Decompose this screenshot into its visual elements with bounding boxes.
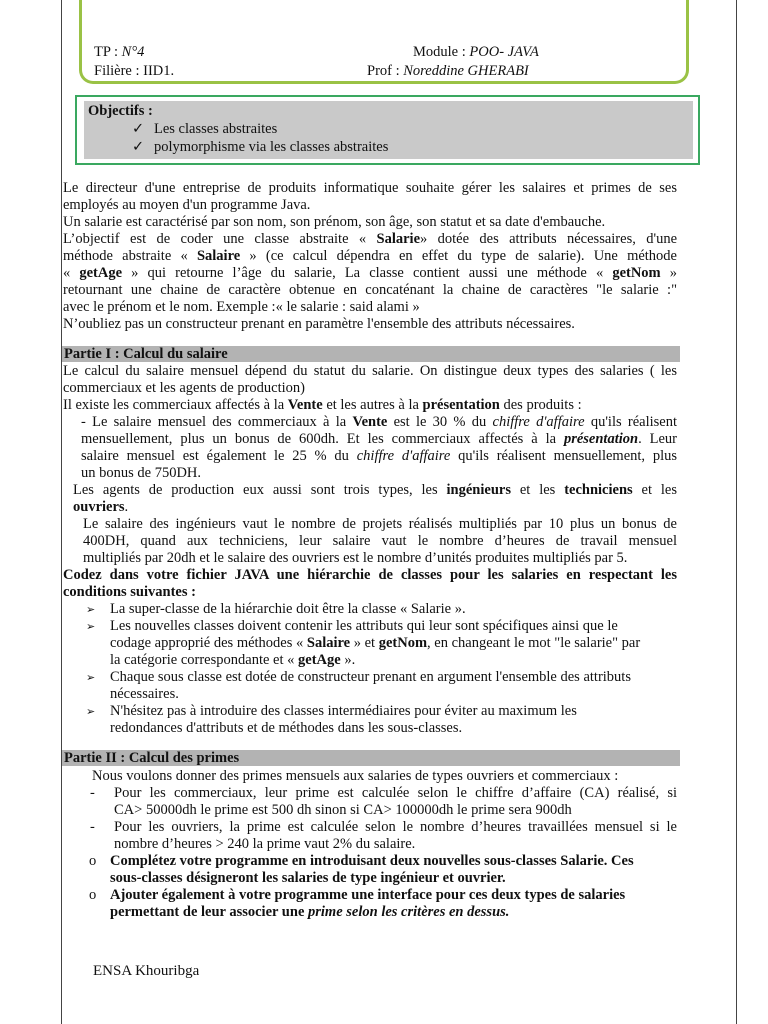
arrow-bullet-icon: ➢	[86, 621, 96, 633]
partie1-text: qu'ils réalisent	[584, 414, 677, 430]
objectives-title: Objectifs :	[88, 103, 153, 119]
condition-text: la catégorie correspondante et «	[110, 652, 299, 668]
condition-text: Les nouvelles classes doivent contenir les attributs qui leur sont spécifiques ainsi que le	[110, 618, 618, 634]
tp-value: N°4	[121, 44, 145, 60]
partie2-task: Complétez votre programme en introduisant deux nouvelles sous-classes Salarie. Ces	[110, 853, 634, 869]
objectives-box	[75, 95, 700, 165]
partie1-text: mensuellement, plus un bonus de 600dh. Et les commerciaux affectés à la	[81, 431, 564, 447]
partie1-keyword: présentation	[422, 397, 500, 413]
prof	[367, 63, 529, 80]
partie1-text: est le 30 % du	[387, 414, 493, 430]
module	[413, 44, 539, 61]
intro-line	[63, 231, 677, 248]
partie1-line	[81, 431, 677, 448]
partie1-text: des produits :	[499, 397, 582, 413]
partie1-text: - Le salaire mensuel des commerciaux à la	[81, 414, 353, 430]
section-title-partie-2: Partie II : Calcul des primes	[62, 750, 680, 766]
partie2-text: permettant de leur associer une	[110, 904, 309, 920]
objective-text: Les classes abstraites	[154, 121, 278, 137]
partie1-line: Le calcul du salaire mensuel dépend du statut du salarie. On distingue deux types des salaries ( les	[63, 363, 677, 379]
partie1-line	[81, 448, 677, 465]
filiere: Filière : IID1.	[94, 63, 175, 79]
partie1-line	[73, 499, 128, 516]
intro-line: Le directeur d'une entreprise de produits informatique souhaite gérer les salaires et primes de ses	[63, 180, 677, 196]
partie2-line: Nous voulons donner des primes mensuels aux salaries de types ouvriers et commerciaux :	[92, 768, 619, 784]
condition-text: La super-classe de la hiérarchie doit être la classe « Salarie ».	[110, 601, 466, 617]
partie1-line: Le salaire des ingénieurs vaut le nombre de projets réalisés multipliés par 10 plus un bonus de	[83, 516, 677, 532]
partie1-instruction: Codez dans votre fichier JAVA une hiérarchie de classes pour les salaries en respectant les	[63, 567, 677, 583]
circle-bullet: o	[89, 887, 97, 903]
partie1-text: Il existe les commerciaux affectés à la	[63, 397, 288, 413]
prof-value: Noreddine GHERABI	[403, 63, 529, 79]
intro-line: employés au moyen d'un programme Java.	[63, 197, 311, 213]
partie2-line: Pour les ouvriers, la prime est calculée selon le nombre d’heures travaillées mensuel si le	[114, 819, 677, 835]
partie2-line: nombre d’heures > 240 la prime vaut 2% du salaire.	[114, 836, 416, 852]
page-border-right	[736, 0, 737, 1024]
partie1-line	[73, 482, 677, 499]
condition-line: nécessaires.	[110, 686, 179, 702]
condition-line	[110, 652, 355, 669]
partie1-line: commerciaux et les agents de production)	[63, 380, 305, 396]
condition-text: N'hésitez pas à introduire des classes intermédiaires pour éviter au maximum les	[110, 703, 577, 719]
condition-text: » et	[350, 635, 379, 651]
partie1-text: salaire mensuel est également le 25 % du	[81, 448, 357, 464]
partie1-keyword: techniciens	[564, 482, 633, 498]
page-border-left	[61, 0, 62, 1024]
partie1-text: .	[124, 499, 129, 515]
condition-item	[86, 703, 577, 721]
partie2-task: Ajouter également à votre programme une interface pour ces deux types de salaries	[110, 887, 626, 903]
intro-keyword: getNom	[612, 265, 661, 281]
intro-keyword: Salarie	[376, 231, 421, 247]
dash-marker: -	[90, 785, 95, 801]
partie2-task: sous-classes désigneront les salaries de type ingénieur et ouvrier.	[110, 870, 506, 886]
intro-text: » (ce calcul dépendra en effet du type de salarie). Une méthode	[240, 248, 677, 264]
condition-keyword: Salaire	[306, 635, 351, 651]
footer-school: ENSA Khouribga	[93, 963, 200, 979]
partie1-text: et les	[510, 482, 565, 498]
condition-item	[86, 601, 466, 619]
intro-text: » dotée des attributs nécessaires, d'une	[420, 231, 677, 247]
partie1-emphasis: chiffre d'affaire	[492, 414, 585, 430]
partie1-keyword: Vente	[287, 397, 323, 413]
condition-item	[86, 618, 618, 636]
module-value: POO- JAVA	[469, 44, 539, 60]
section-title-partie-1: Partie I : Calcul du salaire	[62, 346, 680, 362]
objective-item	[132, 139, 388, 156]
intro-line: avec le prénom et le nom. Exemple :« le salarie : said alami »	[63, 299, 420, 315]
partie1-line	[63, 397, 582, 414]
intro-text: »	[660, 265, 677, 281]
condition-text: ».	[340, 652, 356, 668]
partie1-line: multipliés par 20dh et le salaire des ouvriers est le nombre d’unités produites multipliés par 5.	[83, 550, 628, 566]
intro-line: N’oubliez pas un constructeur prenant en paramètre l'ensemble des attributs nécessaires.	[63, 316, 575, 332]
intro-line: Un salarie est caractérisé par son nom, son prénom, son âge, son statut et sa date d'embauche.	[63, 214, 606, 230]
partie1-text: Les agents de production eux aussi sont trois types, les	[73, 482, 447, 498]
condition-keyword: getAge	[298, 652, 341, 668]
prof-label: Prof :	[367, 63, 404, 79]
partie1-instruction: conditions suivantes :	[63, 584, 196, 600]
module-label: Module :	[413, 44, 470, 60]
objective-item	[132, 121, 277, 138]
partie1-text: . Leur	[638, 431, 677, 447]
partie2-line: CA> 50000dh le prime est 500 dh sinon si CA> 100000dh le prime sera 900dh	[114, 802, 572, 818]
condition-text: Chaque sous classe est dotée de constructeur prenant en argument l'ensemble des attributs	[110, 669, 631, 685]
intro-line: retournant une chaine de caractère obtenue en concaténant la chaine de caractères "le salarie :"	[63, 282, 677, 298]
arrow-bullet-icon: ➢	[86, 706, 96, 718]
partie2-task	[110, 904, 509, 921]
intro-keyword: Salaire	[196, 248, 241, 264]
tp-label: TP :	[94, 44, 122, 60]
arrow-bullet-icon: ➢	[86, 604, 96, 616]
partie1-keyword: ouvriers	[73, 499, 125, 515]
partie1-text: et les autres à la	[322, 397, 423, 413]
partie1-line	[81, 414, 677, 431]
intro-keyword: getAge	[79, 265, 123, 281]
tp-number	[94, 44, 144, 61]
partie1-keyword: Vente	[352, 414, 388, 430]
partie2-line: Pour les commerciaux, leur prime est calculée selon le chiffre d’affaire (CA) réalisé, si	[114, 785, 677, 801]
partie1-line: un bonus de 750DH.	[81, 465, 202, 481]
arrow-bullet-icon: ➢	[86, 672, 96, 684]
partie1-emphasis: chiffre d'affaire	[356, 448, 451, 464]
intro-text: L’objectif est de coder une classe abstraite «	[63, 231, 377, 247]
intro-line	[63, 248, 677, 265]
objectives-panel	[84, 101, 693, 159]
partie1-text: qu'ils réalisent mensuellement, plus	[450, 448, 677, 464]
partie2-emphasis: prime selon les critères en dessus.	[308, 904, 510, 920]
condition-text: , en changeant le mot "le salarie" par	[427, 635, 641, 651]
condition-text: codage approprié des méthodes «	[110, 635, 307, 651]
checkmark-icon: ✓	[132, 121, 145, 137]
circle-bullet: o	[89, 853, 97, 869]
condition-item	[86, 669, 631, 687]
intro-text: «	[63, 265, 80, 281]
intro-text: méthode abstraite «	[63, 248, 197, 264]
intro-line	[63, 265, 677, 282]
objective-text: polymorphisme via les classes abstraites	[154, 139, 389, 155]
condition-line	[110, 635, 640, 652]
partie1-keyword: ingénieurs	[446, 482, 511, 498]
condition-line: redondances d'attributs et de méthodes dans les sous-classes.	[110, 720, 463, 736]
partie1-emphasis: présentation	[563, 431, 639, 447]
checkmark-icon: ✓	[132, 139, 145, 155]
partie1-text: et les	[632, 482, 677, 498]
dash-marker: -	[90, 819, 95, 835]
intro-text: » qui retourne l’âge du salarie, La classe contient aussi une méthode «	[122, 265, 613, 281]
partie1-line: 400DH, quand aux techniciens, leur salaire vaut le nombre d’heures de travail mensuel	[83, 533, 677, 549]
condition-keyword: getNom	[378, 635, 428, 651]
